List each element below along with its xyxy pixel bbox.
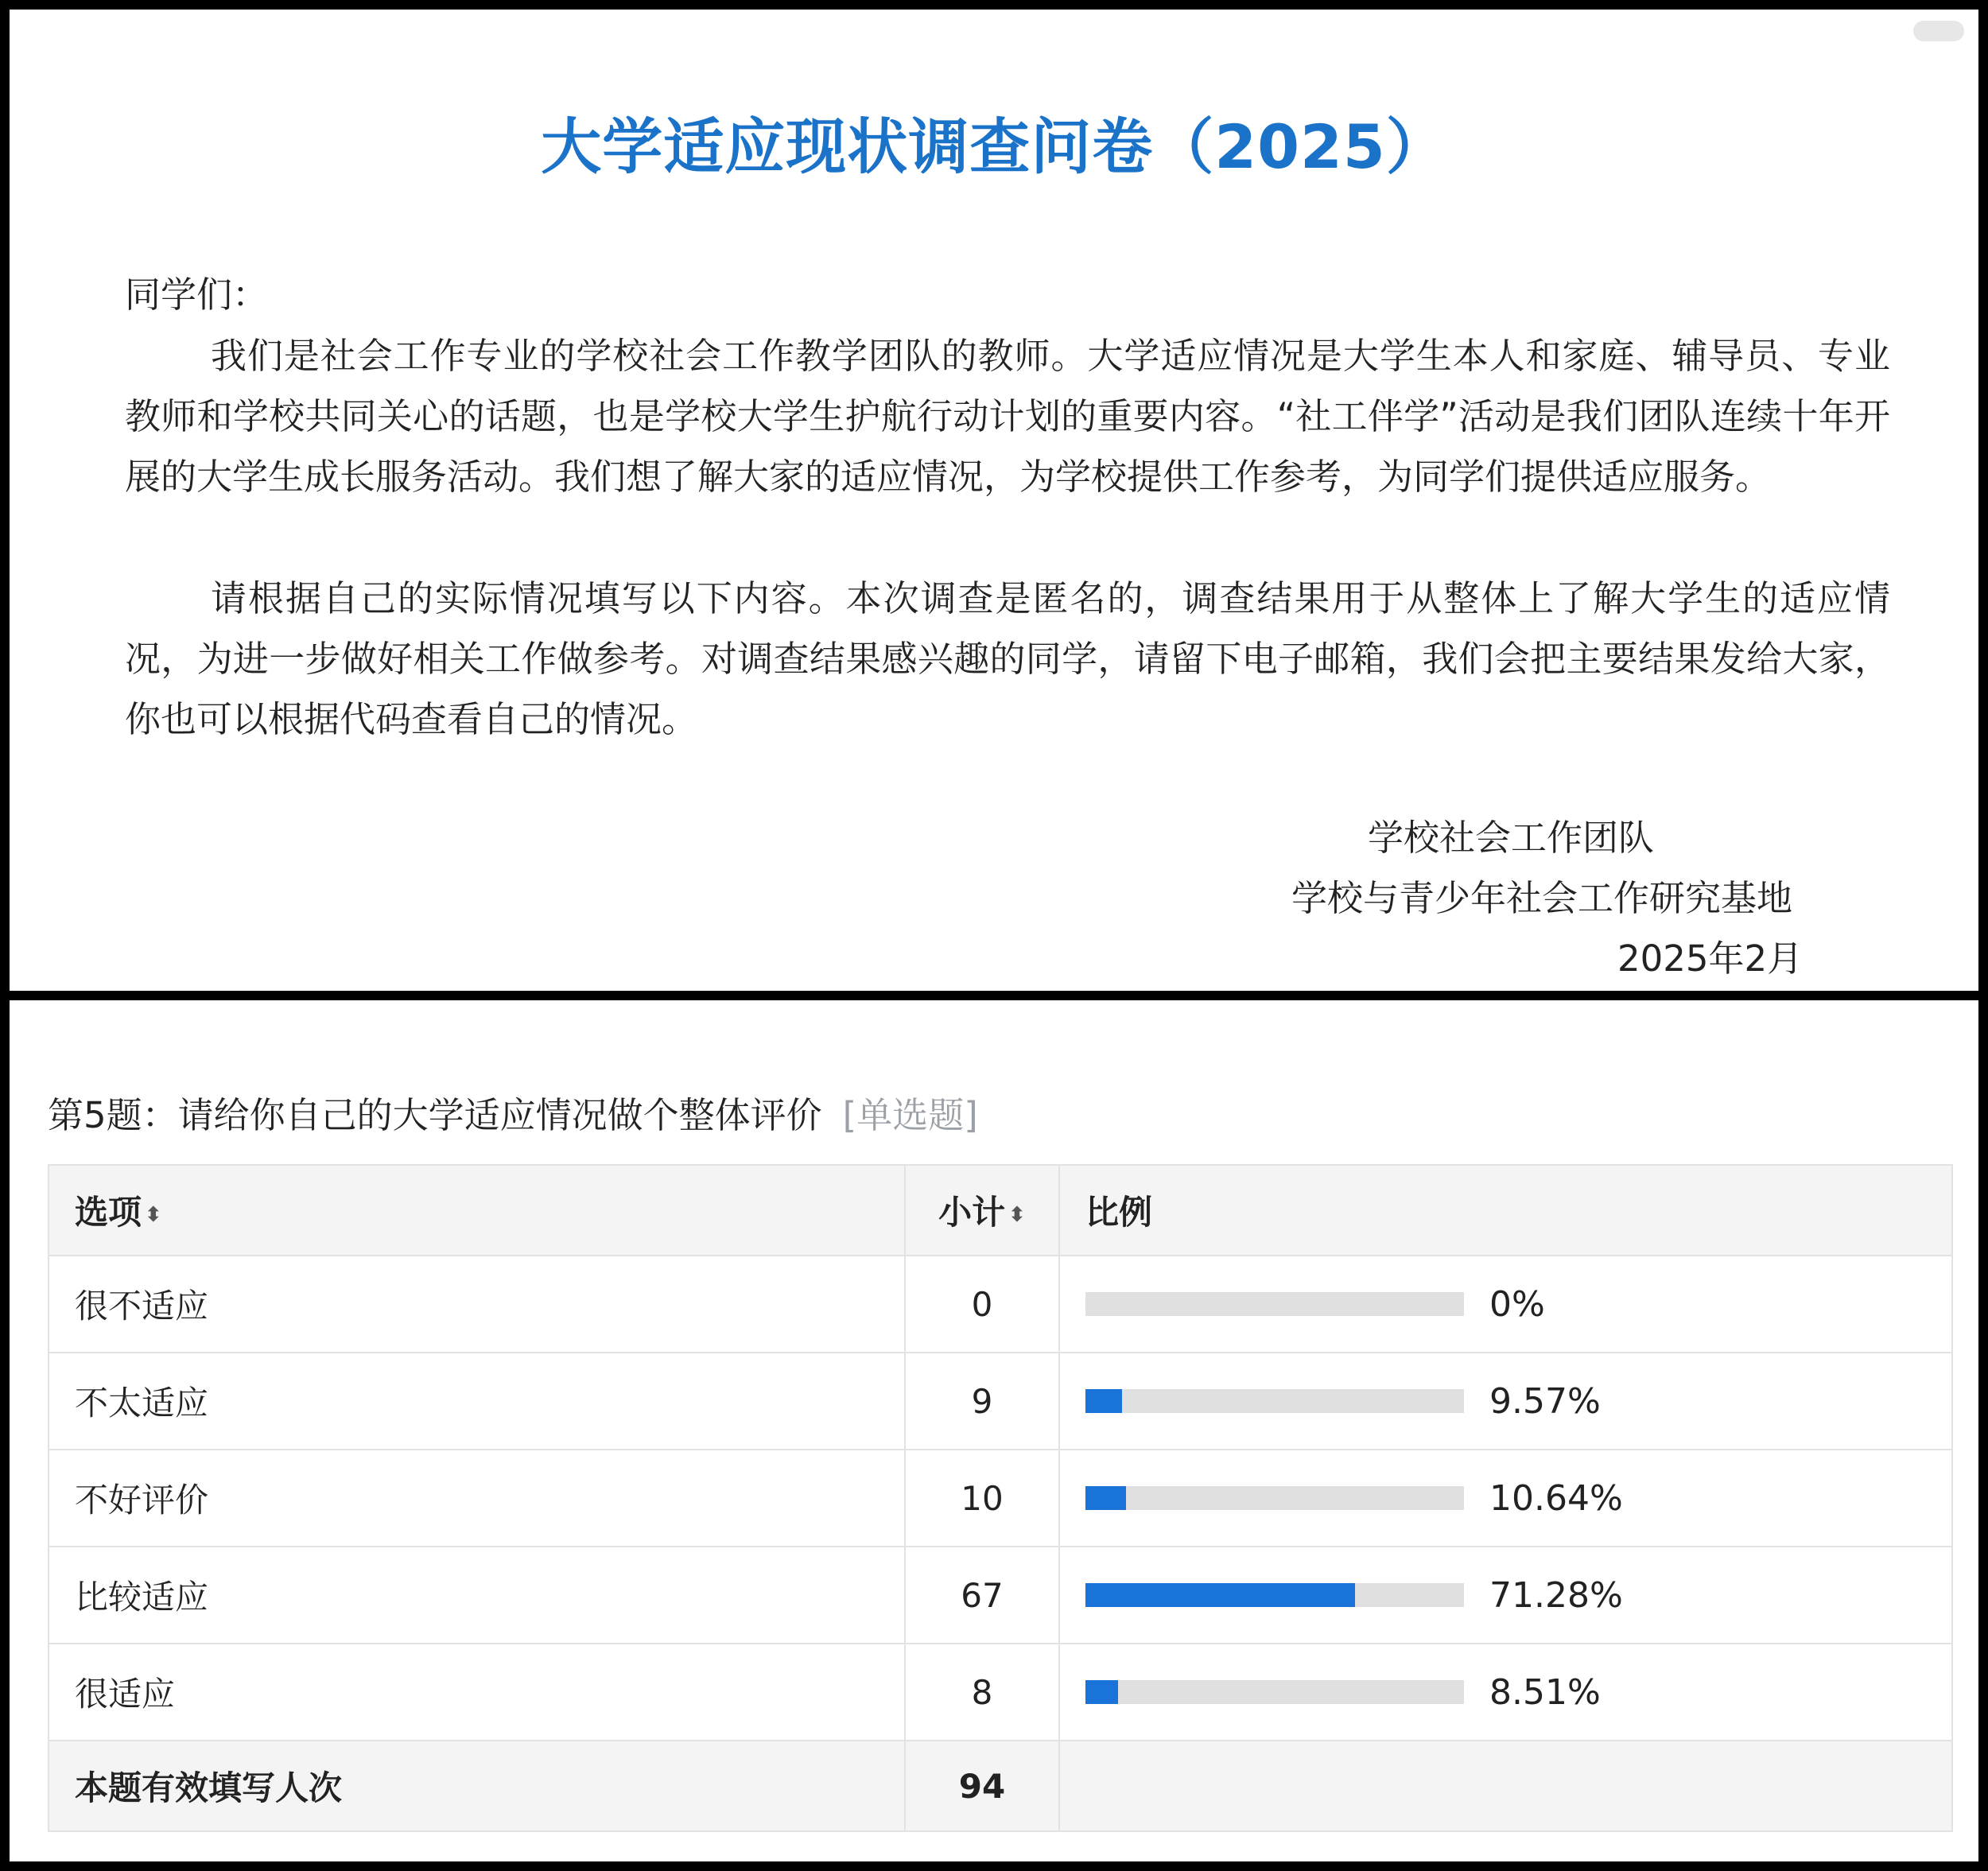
option-ratio-cell [1059,1547,1952,1644]
table-row [49,1450,1952,1547]
table-row [49,1644,1952,1741]
ratio-percent: 9.57% [1489,1380,1601,1422]
signature-team: 学校社会工作团队 [1368,817,1655,859]
table-row [49,1353,1952,1450]
header-count[interactable] [905,1165,1059,1256]
intro-paragraph-1: 我们是社会工作专业的学校社会工作教学团队的教师。大学适应情况是大学生本人和家庭、辅导员、专业教师和学校共同关心的话题，也是学校大学生护航行动计划的重要内容。“社工伴学”活动是我们团队连续十年开展的大学生成长服务活动。我们想了解大家的适应情况，为学校提供工作参考，为同学们提供适应服务。 [125,335,1890,498]
ratio-bar-group [1085,1284,1951,1325]
total-empty-cell [1059,1741,1952,1831]
table-header-row [49,1165,1952,1256]
header-count-label: 小计 [938,1193,1006,1232]
sort-icon[interactable]: ⬍ [1008,1202,1026,1227]
question-results-panel [10,1000,1978,1861]
ratio-bar-track [1085,1680,1464,1704]
ratio-percent: 8.51% [1489,1671,1601,1713]
table-row [49,1547,1952,1644]
ratio-bar-fill [1085,1486,1126,1510]
ratio-bar-group [1085,1381,1951,1422]
signature-base: 学校与青少年社会工作研究基地 [1291,877,1793,919]
ratio-bar-track [1085,1583,1464,1607]
option-count: 8 [905,1644,1059,1741]
ratio-bar-group [1085,1575,1951,1616]
option-count: 0 [905,1256,1059,1353]
total-count: 94 [905,1741,1059,1831]
table-total-row [49,1741,1952,1831]
header-ratio-label: 比例 [1085,1193,1153,1232]
ratio-bar-track [1085,1389,1464,1413]
option-ratio-cell [1059,1256,1952,1353]
ratio-bar-track [1085,1292,1464,1316]
question-label: 第5题：请给你自己的大学适应情况做个整体评价 [48,1094,822,1136]
ratio-percent: 0% [1489,1283,1545,1325]
signature-date: 2025年2月 [1617,937,1804,980]
ratio-bar-fill [1085,1680,1118,1704]
ratio-bar-fill [1085,1583,1355,1607]
survey-intro-panel [10,10,1978,991]
results-table [48,1164,1953,1832]
ratio-bar-track [1085,1486,1464,1510]
question-type-tag: [单选题] [842,1094,978,1136]
total-label: 本题有效填写人次 [49,1741,905,1831]
option-count: 10 [905,1450,1059,1547]
header-option[interactable] [49,1165,905,1256]
option-ratio-cell [1059,1450,1952,1547]
header-ratio [1059,1165,1952,1256]
option-count: 9 [905,1353,1059,1450]
ratio-percent: 71.28% [1489,1574,1623,1616]
salutation: 同学们： [125,274,269,316]
scroll-indicator [1913,21,1964,41]
ratio-bar-group [1085,1478,1951,1519]
ratio-percent: 10.64% [1489,1477,1623,1519]
option-label: 不太适应 [49,1353,905,1450]
survey-title: 大学适应现状调查问卷（2025） [541,111,1447,182]
ratio-bar-group [1085,1672,1951,1713]
option-label: 很适应 [49,1644,905,1741]
question-title [48,1086,978,1138]
option-label: 比较适应 [49,1547,905,1644]
table-row [49,1256,1952,1353]
option-label: 不好评价 [49,1450,905,1547]
option-ratio-cell [1059,1353,1952,1450]
ratio-bar-fill [1085,1389,1122,1413]
intro-paragraph-2: 请根据自己的实际情况填写以下内容。本次调查是匿名的，调查结果用于从整体上了解大学生的适应情况，为进一步做好相关工作做参考。对调查结果感兴趣的同学，请留下电子邮箱，我们会把主要结果发给大家，你也可以根据代码查看自己的情况。 [125,577,1890,740]
option-label: 很不适应 [49,1256,905,1353]
option-count: 67 [905,1547,1059,1644]
option-ratio-cell [1059,1644,1952,1741]
header-option-label: 选项 [75,1193,142,1232]
sort-icon[interactable]: ⬍ [145,1202,162,1227]
